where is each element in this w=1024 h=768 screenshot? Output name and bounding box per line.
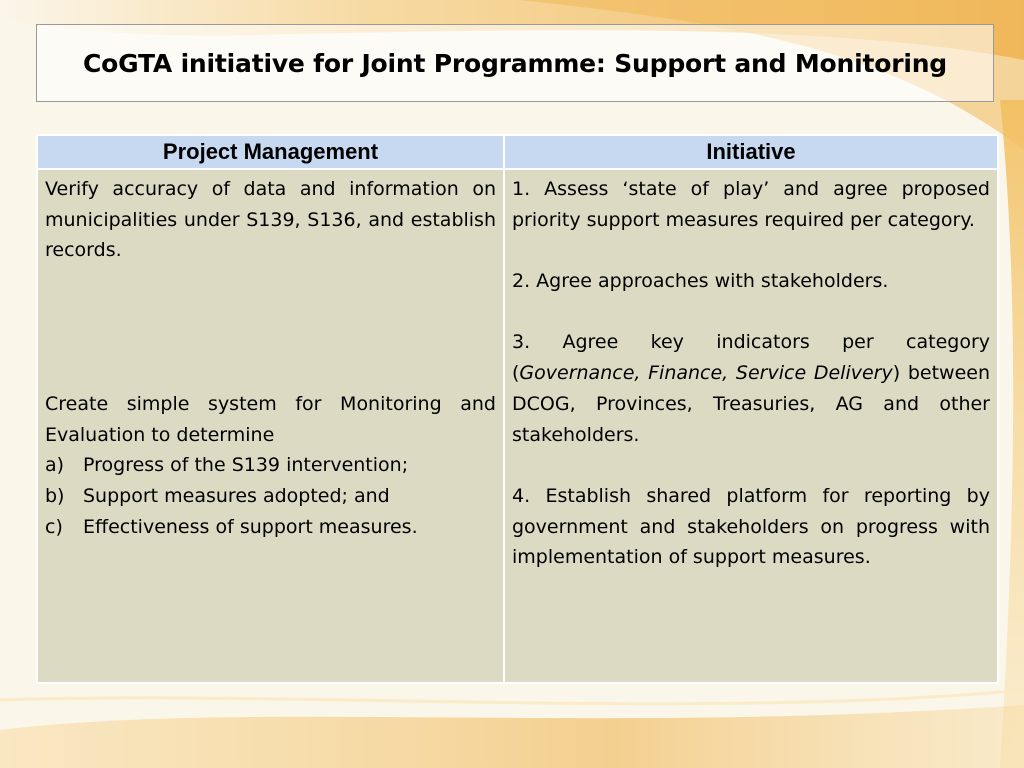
initiative-item-3-categories: Governance, Finance, Service Delivery — [519, 362, 893, 385]
initiative-item-2: 2. Agree approaches with stakeholders. — [512, 270, 889, 293]
list-item-text: Effectiveness of support measures. — [83, 515, 418, 538]
table-header-row — [37, 135, 998, 169]
verify-data-paragraph: Verify accuracy of data and information on municipalities under S139, S136, and establish records. — [45, 178, 496, 262]
monitoring-evaluation-paragraph: Create simple system for Monitoring and Evaluation to determine — [45, 392, 496, 446]
initiative-item-3-suffix: ) between DCOG, Provinces, Treasuries, AG and other stakeholders. — [512, 362, 990, 446]
list-item — [45, 481, 496, 512]
list-item-text: Progress of the S139 intervention; — [83, 454, 409, 477]
initiative-item-3 — [512, 327, 990, 450]
list-marker: b) — [45, 485, 65, 508]
initiative-item-3-prefix: 3. Agree key indicators per category ( — [512, 331, 990, 385]
list-marker: a) — [45, 454, 65, 477]
list-item-text: Support measures adopted; and — [83, 485, 390, 508]
initiative-table — [36, 134, 999, 684]
list-item — [45, 512, 496, 543]
monitoring-list — [45, 450, 496, 542]
list-marker: c) — [45, 515, 63, 538]
list-item — [45, 450, 496, 481]
initiative-item-1: 1. Assess ‘state of play’ and agree proposed priority support measures required per category. — [512, 178, 990, 231]
page-title: CoGTA initiative for Joint Programme: Support and Monitoring — [83, 48, 947, 78]
cell-project-management — [37, 169, 504, 683]
title-box — [36, 24, 994, 102]
table-row — [37, 169, 998, 683]
header-initiative: Initiative — [504, 135, 998, 169]
initiative-item-4: 4. Establish shared platform for reporting by government and stakeholders on progress with implementation of support measures. — [512, 484, 990, 569]
header-project-management: Project Management — [37, 135, 504, 169]
cell-initiative — [504, 169, 998, 683]
